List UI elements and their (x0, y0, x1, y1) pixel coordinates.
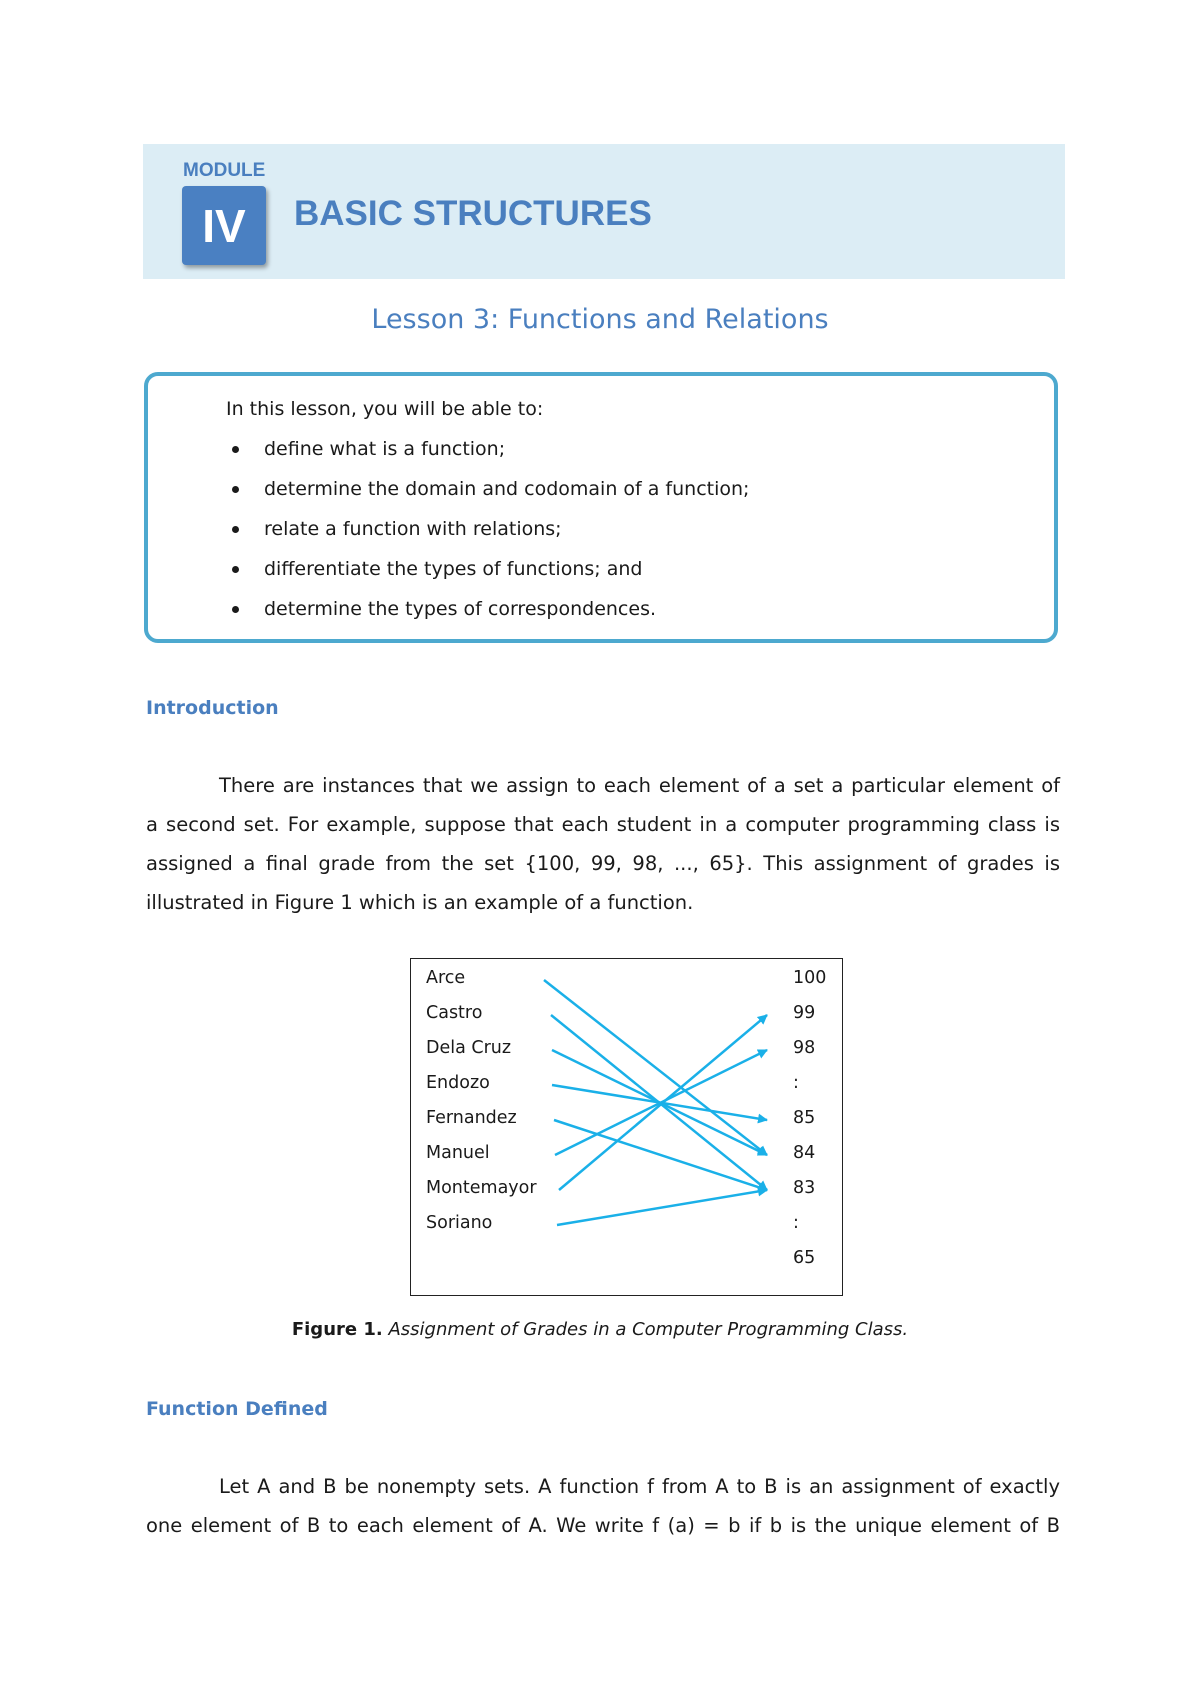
objective-text: determine the types of correspondences. (264, 598, 657, 620)
objective-item (224, 474, 749, 514)
student-name: Fernandez (426, 1108, 517, 1128)
student-name: Dela Cruz (426, 1038, 512, 1058)
objective-text: relate a function with relations; (264, 518, 562, 540)
bullet-icon (232, 446, 239, 453)
objectives-intro: In this lesson, you will be able to: (226, 398, 544, 420)
bullet-icon (232, 606, 239, 613)
mapping-arrows (411, 959, 844, 1297)
paragraph-line: illustrated in Figure 1 which is an example of a function. (146, 891, 694, 914)
objectives-box (144, 372, 1058, 643)
objective-item (224, 554, 749, 594)
function-defined-heading: Function Defined (146, 1398, 328, 1420)
module-number-badge: IV (182, 186, 266, 265)
grade-value: 83 (793, 1178, 816, 1198)
module-label: MODULE (183, 160, 266, 181)
figure-caption-text: Assignment of Grades in a Computer Programming Class. (388, 1319, 909, 1340)
introduction-paragraph (146, 766, 1060, 922)
objective-item (224, 514, 749, 554)
student-name: Soriano (426, 1213, 493, 1233)
paragraph-line: Let A and B be nonempty sets. A function f from A to B is an assignment of exactly (219, 1475, 1060, 1498)
grade-value: 85 (793, 1108, 816, 1128)
objectives-list (224, 434, 749, 634)
objective-text: define what is a function; (264, 438, 506, 460)
grade-value: 98 (793, 1038, 816, 1058)
bullet-icon (232, 566, 239, 573)
grade-value: : (793, 1213, 799, 1233)
lesson-title: Lesson 3: Functions and Relations (371, 304, 829, 335)
grade-value: 100 (793, 968, 827, 988)
grade-value: 99 (793, 1003, 816, 1023)
paragraph-line: There are instances that we assign to each element of a set a particular element of (219, 774, 1060, 797)
figure-caption (0, 1319, 1200, 1340)
paragraph-line: a second set. For example, suppose that each student in a computer programming class is (146, 813, 1060, 836)
introduction-heading: Introduction (146, 697, 279, 719)
student-name: Montemayor (426, 1178, 537, 1198)
grade-value: 84 (793, 1143, 816, 1163)
student-name: Castro (426, 1003, 483, 1023)
figure-caption-label: Figure 1. (291, 1319, 383, 1340)
paragraph-line: one element of B to each element of A. We write f (a) = b if b is the unique element of B (146, 1514, 1060, 1537)
objective-text: differentiate the types of functions; and (264, 558, 643, 580)
figure-mapping-diagram (410, 958, 843, 1296)
mapping-arrow (557, 1190, 767, 1225)
objective-item (224, 594, 749, 634)
student-name: Endozo (426, 1073, 490, 1093)
student-name: Manuel (426, 1143, 490, 1163)
bullet-icon (232, 526, 239, 533)
grade-value: 65 (793, 1248, 816, 1268)
module-banner (143, 144, 1065, 279)
objective-text: determine the domain and codomain of a function; (264, 478, 750, 500)
student-name: Arce (426, 968, 466, 988)
objective-item (224, 434, 749, 474)
paragraph-line: assigned a final grade from the set {100, 99, 98, ..., 65}. This assignment of grades is (146, 852, 1060, 875)
function-defined-paragraph (146, 1467, 1060, 1545)
grade-value: : (793, 1073, 799, 1093)
module-title: BASIC STRUCTURES (294, 194, 652, 233)
bullet-icon (232, 486, 239, 493)
